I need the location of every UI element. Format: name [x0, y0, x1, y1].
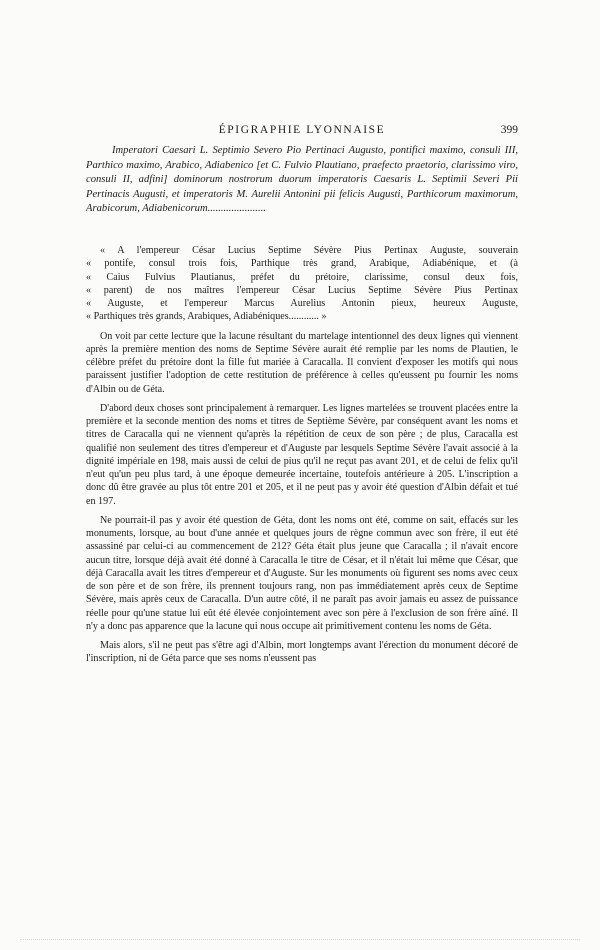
running-title: ÉPIGRAPHIE LYONNAISE	[218, 124, 386, 136]
scan-edge-marks	[20, 939, 580, 944]
paragraph: Mais alors, s'il ne peut pas s'être agi d'Albin, mort longtemps avant l'érection du monument décoré de l'inscription, ni de Géta parce que ses noms n'eussent pas	[86, 640, 518, 665]
translation-line: « Parthiques très grands, Arabiques, Adiabéniques............ »	[86, 311, 327, 323]
translation-line: « Auguste, et l'empereur Marcus Aurelius Antonin pieux, heureux Auguste,	[86, 298, 518, 309]
paragraph: Ne pourrait-il pas y avoir été question de Géta, dont les noms ont été, comme on sait, effacés sur les monuments, lorsque, au bout d'une année et quelques jours de règne commun avec son frère, il eut été assassiné par celui-ci au commencement de 212? Géta était plus jeune que Caracalla ; il n'avait encore aucun titre, lorsque déjà avait été donné à Caracalla le titre de César, et il n'était lui même que César, que déjà Caracalla avait les titres d'empereur et d'Auguste. Sur les monuments où figurent ses noms avec ceux de son père et de son frère, ils prennent toujours rang, non pas immédiatement après ceux de Septime Sévère, mais après ceux de Caracalla. D'un autre côté, il ne paraît pas avoir jamais eu assez de puissance réelle pour qu'une statue lui eût été élevée conjointement avec son père à l'exclusion de son frère aîné. Il n'y a donc pas apparence que la lacune qui nous occupe ait primitivement contenu les noms de Géta.	[86, 514, 518, 632]
translation-line: « A l'empereur César Lucius Septime Sévère Pius Pertinax Auguste, souverain	[100, 245, 518, 256]
paragraph: D'abord deux choses sont principalement à remarquer. Les lignes martelées se trouvent placées entre la première et la seconde mention des noms et titres de Septième Sévère, par conséquent avant les noms et titres de Caracalla qui ne viennent qu'après la répétition de ceux de son père ; de plus, Caracalla est qualifié non seulement des titres d'empereur et d'Auguste par lesquels Septime Sévère l'avait associé à la dignité impériale en 198, mais aussi de celui de pius qu'il ne reçut pas avant 201, et de celui de felix qu'il n'eut qu'un peu plus tard, à une époque demeurée incertaine, toutefois antérieure à 205. L'inscription a donc dû être gravée au plus tôt entre 201 et 205, et il ne peut pas y avoir été question d'Albin défait et tué en 197.	[86, 402, 518, 507]
translation-line: « pontife, consul trois fois, Parthique très grand, Arabique, Adiabénique, et (à	[86, 258, 518, 270]
translation-quote	[86, 244, 518, 324]
running-head	[86, 124, 518, 138]
body-text	[86, 244, 518, 672]
latin-inscription: Imperatori Caesari L. Septimio Severo Pio Pertinaci Augusto, pontifici maximo, consuli III, Parthico maximo, Arabico, Adiabenico [et C. Fulvio Plautiano, praefecto praetorio, clarissimo viro, consuli II, adfini] dominorum nostrorum duorum imperatoris Caesaris L. Septimii Severi Pii Pertinacis Augusti, et imperatoris M. Aurelii Antonini pii felicis Augusti, Parthicorum maximorum, Arabicorum, Adiabenicorum......................	[86, 145, 518, 215]
paragraph: On voit par cette lecture que la lacune résultant du martelage intentionnel des deux lignes qui viennent après la première mention des noms de Septime Sévère aurait été remplie par les noms de Plautien, le célèbre préfet du prétoire dont la fille fut mariée à Caracalla. Il convient d'exposer les motifs qui nous paraissent justifier l'adoption de cette restitution de préférence à celles qu'eussent pu fournir les noms d'Albin ou de Géta.	[86, 330, 518, 395]
translation-line: « parent) de nos maîtres l'empereur César Lucius Septime Sévère Pius Pertinax	[86, 284, 518, 296]
translation-line: « Caius Fulvius Plautianus, préfet du prétoire, clarissime, consul deux fois,	[86, 271, 518, 283]
page-number: 399	[500, 124, 518, 136]
